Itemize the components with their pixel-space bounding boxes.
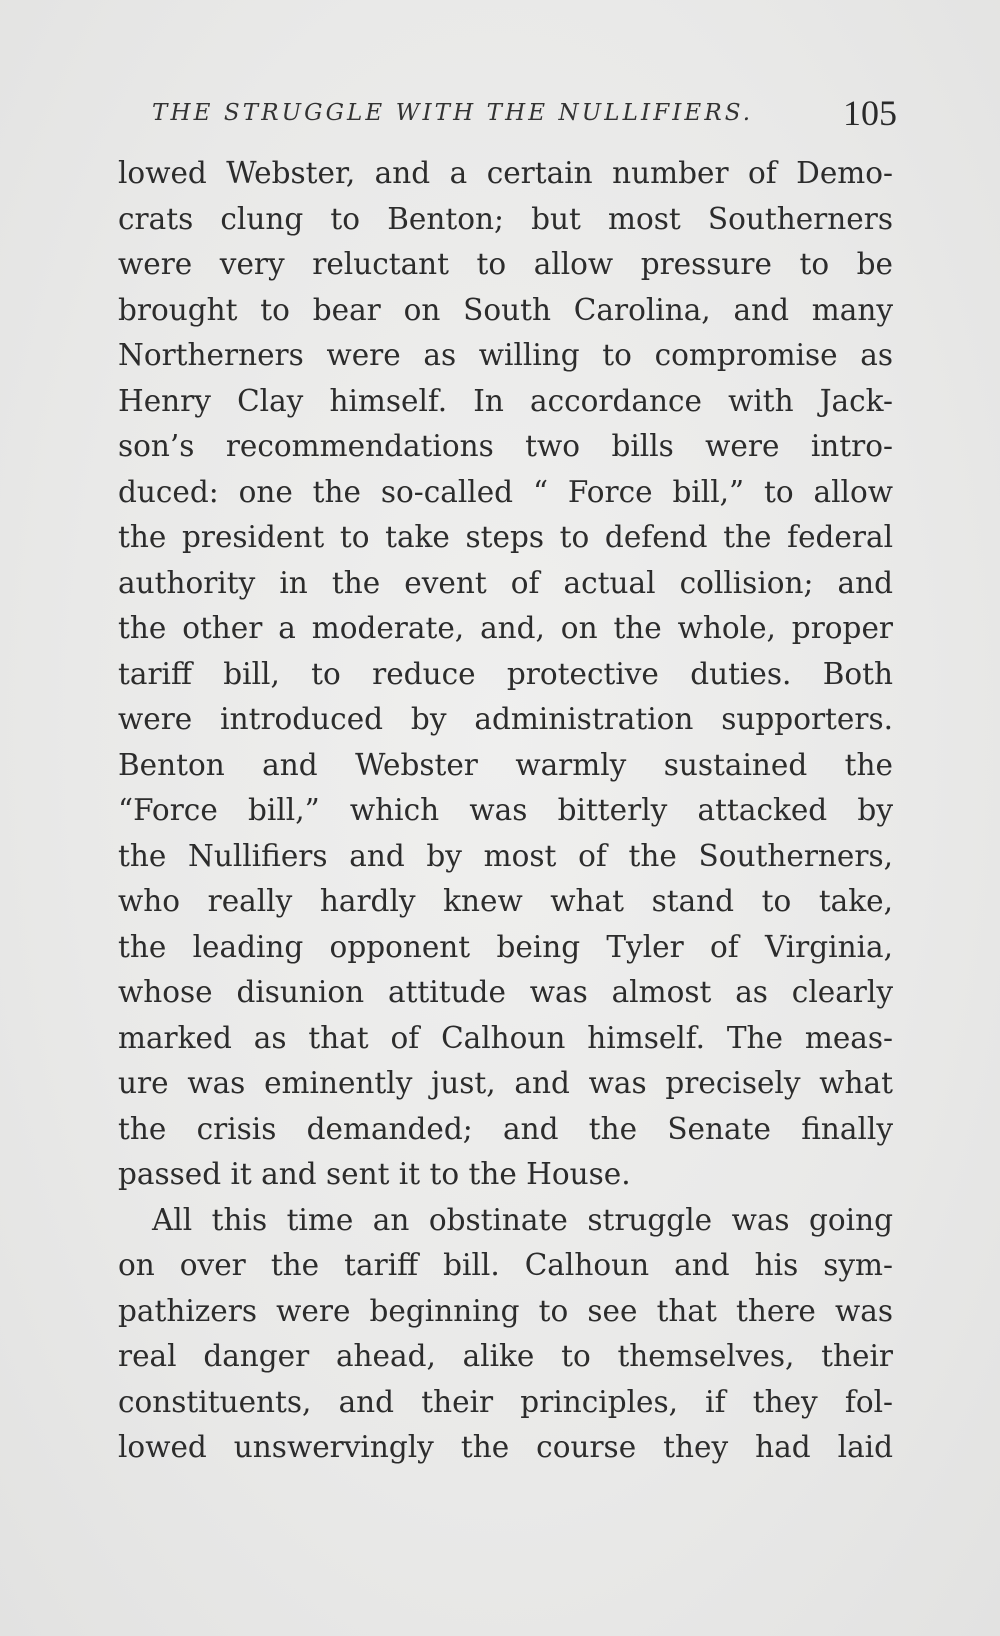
text-line: the crisis demanded; and the Senate finally [118, 1111, 893, 1146]
text-line: lowed unswervingly the course they had laid [118, 1430, 893, 1464]
text-line: marked as that of Calhoun himself. The meas- [118, 1020, 893, 1055]
text-line: brought to bear on South Carolina, and many [118, 292, 893, 327]
page-number: 105 [843, 93, 897, 133]
paragraph-1 [118, 151, 893, 1198]
body-text [118, 151, 893, 1471]
text-line: son’s recommendations two bills were intro- [118, 429, 893, 463]
running-title: THE STRUGGLE WITH THE NULLIFIERS. [152, 100, 754, 126]
text-line: passed it and sent it to the House. [118, 1157, 631, 1191]
text-line: pathizers were beginning to see that there was [118, 1293, 893, 1328]
text-line: Northerners were as willing to compromise as [118, 338, 893, 372]
text-line: lowed Webster, and a certain number of Demo- [118, 156, 893, 190]
text-line: were introduced by administration supporters. [118, 702, 893, 736]
text-line: “Force bill,” which was bitterly attacked by [118, 793, 893, 827]
text-line: Benton and Webster warmly sustained the [118, 747, 893, 782]
text-line: authority in the event of actual collision; and [118, 565, 893, 600]
paragraph-2 [118, 1198, 893, 1471]
text-line: the leading opponent being Tyler of Virginia, [118, 929, 893, 964]
text-line: Henry Clay himself. In accordance with Jack- [118, 383, 893, 418]
running-head [152, 92, 897, 136]
text-line: the president to take steps to defend the federal [118, 520, 893, 554]
text-line: All this time an obstinate struggle was going [152, 1202, 893, 1237]
text-line: on over the tariff bill. Calhoun and his sym- [118, 1248, 893, 1282]
text-line: the other a moderate, and, on the whole, proper [118, 611, 893, 645]
text-line: crats clung to Benton; but most Southerners [118, 201, 893, 236]
text-line: the Nullifiers and by most of the Southerners, [118, 838, 893, 873]
text-line: duced: one the so-called “ Force bill,” to allow [118, 474, 893, 509]
text-line: ure was eminently just, and was precisely what [118, 1066, 893, 1100]
text-line: were very reluctant to allow pressure to be [118, 247, 893, 281]
text-line: constituents, and their principles, if they fol- [118, 1384, 893, 1419]
text-line: whose disunion attitude was almost as clearly [118, 975, 893, 1009]
text-line: real danger ahead, alike to themselves, their [118, 1339, 893, 1373]
text-line: tariff bill, to reduce protective duties. Both [118, 656, 893, 691]
text-line: who really hardly knew what stand to take, [118, 884, 893, 918]
